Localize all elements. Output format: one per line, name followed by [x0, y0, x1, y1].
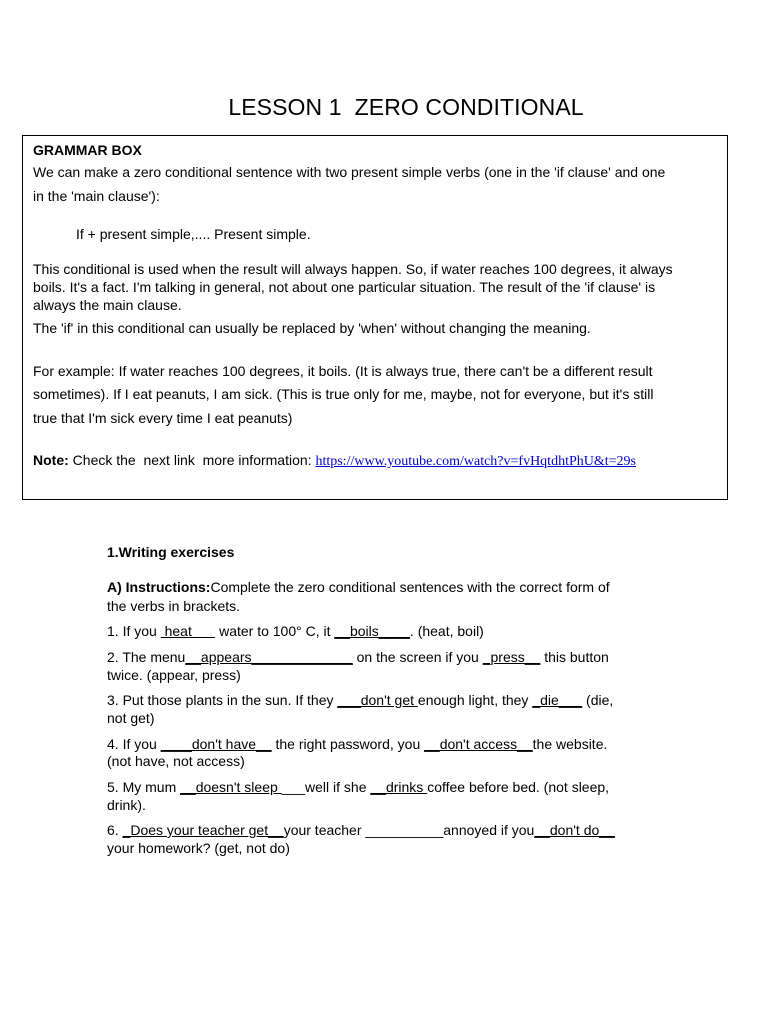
page-title	[0, 93, 768, 121]
grammar-box-heading: GRAMMAR BOX	[33, 142, 142, 158]
grammar-example-line-1: For example: If water reaches 100 degrees, it boils. (It is always true, there can't be a different result	[33, 363, 653, 379]
answer-blank[interactable]: _Does your teacher get__	[122, 822, 284, 838]
exercise-text: 2. The menu	[107, 649, 186, 665]
answer-blank[interactable]: ___don't get	[337, 692, 418, 708]
exercise-item-3-line-2: not get)	[107, 710, 155, 726]
exercise-text: coffee before bed. (not sleep,	[427, 779, 610, 795]
exercise-text: water to 100° C, it	[215, 623, 335, 639]
answer-blank[interactable]: __don't do__	[534, 822, 615, 838]
instructions-label: A) Instructions:	[107, 579, 211, 595]
exercise-text: 5. My mum	[107, 779, 181, 795]
exercise-item-4	[107, 736, 607, 753]
exercise-text: 1. If you	[107, 623, 161, 639]
exercise-text: 4. If you	[107, 736, 161, 752]
grammar-box	[22, 135, 728, 500]
grammar-note	[33, 452, 636, 470]
exercise-text: (die,	[582, 692, 614, 708]
note-text: Check the next link more information:	[68, 452, 316, 468]
exercise-item-5-line-2: drink).	[107, 797, 146, 813]
instructions-text: Complete the zero conditional sentences with the correct form of	[210, 579, 610, 595]
exercise-text: this button	[540, 649, 609, 665]
instructions-line-1	[107, 579, 610, 596]
grammar-usage-line-1: This conditional is used when the result will always happen. So, if water reaches 100 degrees, it always	[33, 261, 673, 277]
grammar-intro-line-1: We can make a zero conditional sentence with two present simple verbs (one in the 'if clause' and one	[33, 164, 666, 180]
grammar-when-note: The 'if' in this conditional can usually be replaced by 'when' without changing the meaning.	[33, 320, 591, 336]
answer-blank[interactable]: _die___	[532, 692, 583, 708]
exercise-item-4-line-2: (not have, not access)	[107, 753, 245, 769]
grammar-usage-line-3: always the main clause.	[33, 297, 182, 313]
answer-blank[interactable]: __boils____	[334, 623, 410, 639]
lesson-topic: ZERO CONDITIONAL	[354, 94, 584, 120]
grammar-example-line-2: sometimes). If I eat peanuts, I am sick. (This is true only for me, maybe, not for everyone, but it's still	[33, 386, 654, 402]
exercise-text: 3. Put those plants in the sun. If they	[107, 692, 338, 708]
answer-blank[interactable]: __appears_____________	[185, 649, 353, 665]
exercise-text: ___well if she	[281, 779, 371, 795]
youtube-link[interactable]: https://www.youtube.com/watch?v=fvHqtdhtPhU&t=29s	[315, 454, 636, 469]
exercise-item-6-line-2: your homework? (get, not do)	[107, 840, 290, 856]
exercises-heading: 1.Writing exercises	[107, 544, 235, 560]
exercise-text: on the screen if you	[352, 649, 483, 665]
grammar-example-line-3: true that I'm sick every time I eat peanuts)	[33, 410, 293, 426]
exercise-item-1	[107, 623, 484, 640]
exercise-text: enough light, they	[417, 692, 533, 708]
exercise-item-6	[107, 822, 615, 839]
exercise-item-3	[107, 692, 613, 709]
exercise-item-2-line-2: twice. (appear, press)	[107, 667, 241, 683]
grammar-formula: If + present simple,.... Present simple.	[76, 226, 311, 242]
exercise-text: the website.	[532, 736, 608, 752]
answer-blank[interactable]: __drinks	[370, 779, 428, 795]
exercise-text: 6.	[107, 822, 123, 838]
answer-blank[interactable]: _press__	[482, 649, 541, 665]
answer-blank[interactable]: __doesn't sleep	[180, 779, 282, 795]
exercise-item-5	[107, 779, 609, 796]
instructions-line-2: the verbs in brackets.	[107, 598, 241, 614]
grammar-usage-line-2: boils. It's a fact. I'm talking in general, not about one particular situation. The result of the 'if clause' is	[33, 279, 656, 295]
exercise-item-2	[107, 649, 609, 666]
exercise-text: . (heat, boil)	[409, 623, 484, 639]
grammar-intro-line-2: in the 'main clause'):	[33, 188, 160, 204]
answer-blank[interactable]: __don't access__	[424, 736, 533, 752]
note-label: Note:	[33, 452, 69, 468]
exercise-text: the right password, you	[271, 736, 425, 752]
answer-blank[interactable]: heat	[160, 623, 216, 639]
answer-blank[interactable]: ____don't have__	[160, 736, 272, 752]
lesson-number: LESSON 1	[228, 94, 342, 120]
exercise-text: your teacher __________annoyed if you	[283, 822, 535, 838]
